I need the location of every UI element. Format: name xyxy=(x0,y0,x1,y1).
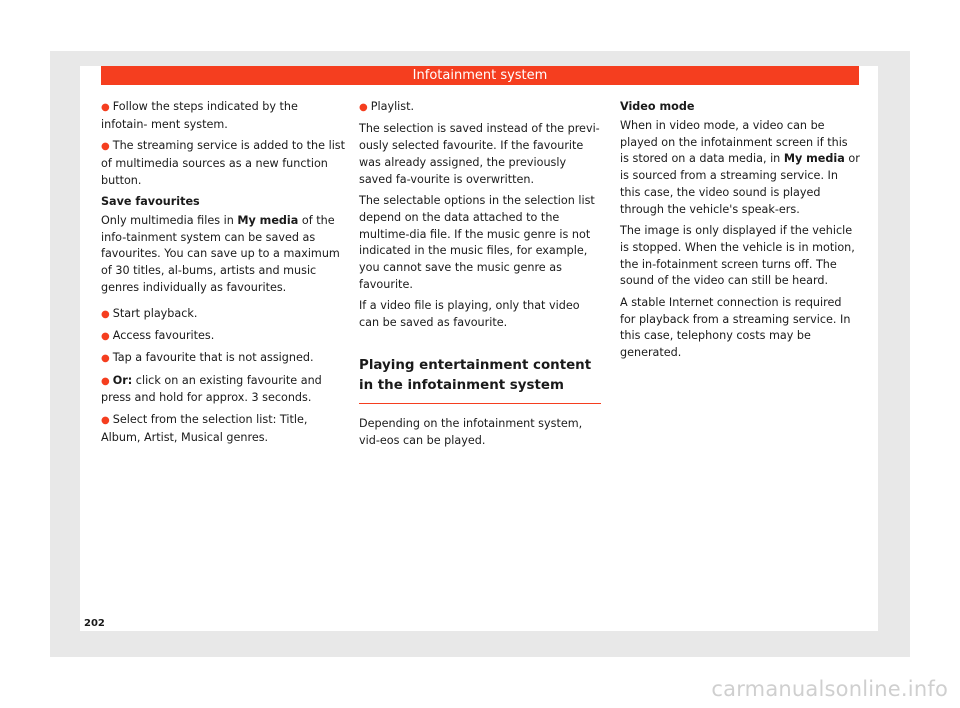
paragraph: The selection is saved instead of the previ-ously selected favourite. If the favourite was already assigned, the previously saved fa-vourite is overwritten. xyxy=(359,122,600,186)
list-item: ● Start playback. xyxy=(101,306,198,320)
list-item: ● Playlist. xyxy=(359,100,415,113)
paragraph: When in video mode, a video can be played on the infotainment screen if this is stored on a data media, in My media or is sourced from a streaming service. In this case, the video sound is played through the vehicle's speak-ers. xyxy=(620,118,860,216)
chapter-header xyxy=(101,66,859,85)
bullet-icon: ● xyxy=(101,141,110,153)
list-item: ● Or: click on an existing favourite and press and hold for approx. 3 seconds. xyxy=(101,373,322,405)
column-middle xyxy=(359,99,601,454)
section-heading: Playing entertainment content in the infotainment system xyxy=(359,356,601,404)
paragraph: The selectable options in the selection list depend on the data attached to the multime-dia file. If the music genre is not indicated in the music files, for example, you cannot save the music genre as favourite. xyxy=(359,193,595,291)
bullet-icon: ● xyxy=(101,331,110,343)
bullet-icon: ● xyxy=(101,308,110,320)
page-number: 202 xyxy=(84,618,105,629)
video-mode-heading: Video mode xyxy=(620,100,695,113)
save-favourites-paragraph: Only multimedia files in My media of the info-tainment system can be saved as favourites. You can save up to a maximum of 30 titles, al-bums, artists and music genres individually as favourites. xyxy=(101,213,340,294)
save-favourites-heading: Save favourites xyxy=(101,194,200,208)
bullet-icon: ● xyxy=(101,414,110,426)
paragraph: A stable Internet connection is required for playback from a streaming service. In this case, telephony costs may be generated. xyxy=(620,295,851,360)
bullet-icon: ● xyxy=(101,353,110,365)
column-right xyxy=(620,99,860,366)
list-item: ● Select from the selection list: Title, Album, Artist, Musical genres. xyxy=(101,412,308,444)
paragraph: Depending on the infotainment system, vid-eos can be played. xyxy=(359,416,583,447)
bullet-icon: ● xyxy=(359,102,368,113)
list-item: ● The streaming service is added to the list of multimedia sources as a new function button. xyxy=(101,139,346,187)
paragraph: If a video file is playing, only that video can be saved as favourite. xyxy=(359,299,580,330)
watermark: carmanualsonline.info xyxy=(711,677,948,701)
bullet-icon: ● xyxy=(101,102,110,113)
list-item: ● Tap a favourite that is not assigned. xyxy=(101,351,314,365)
column-left xyxy=(101,99,346,451)
chapter-title: Infotainment system xyxy=(412,68,548,83)
list-item: ● Access favourites. xyxy=(101,329,215,343)
paragraph: The image is only displayed if the vehicle is stopped. When the vehicle is in motion, the in-fotainment screen turns off. The sound of the video can still be heard. xyxy=(620,224,855,288)
list-item: ● Follow the steps indicated by the infotain- ment system. xyxy=(101,100,298,131)
bullet-icon: ● xyxy=(101,375,110,387)
